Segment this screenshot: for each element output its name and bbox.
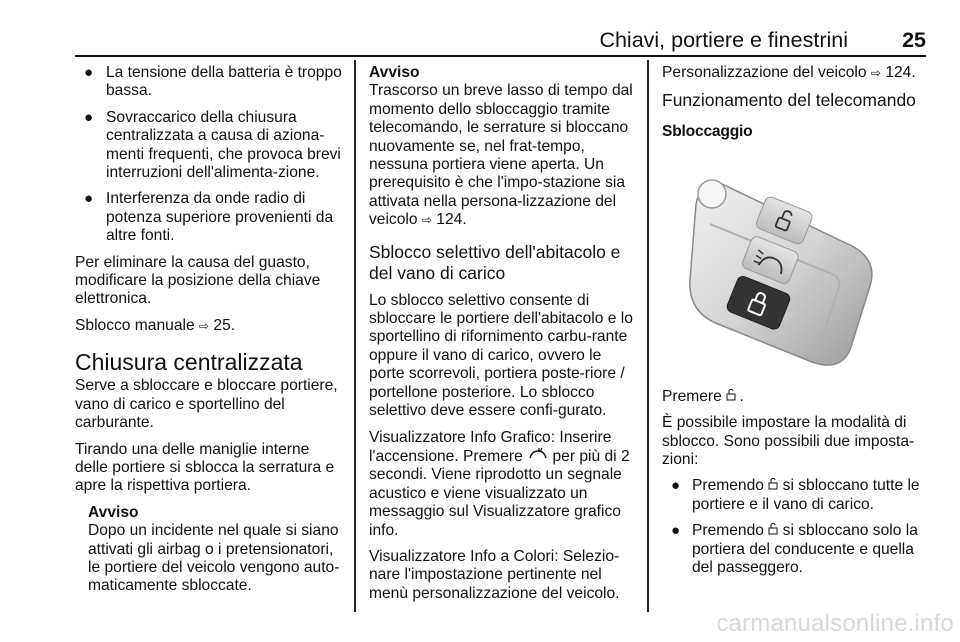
unlock-icon: [768, 479, 778, 493]
bullet-icon: ●: [671, 522, 681, 540]
notice-text: Trascorso un breve lasso di tempo dal momento dello sbloccaggio tramite telecomando, le serrature si bloccano nuovamente se, nel frat-tempo, nessuna portiera viene aperta. Un prerequisito è che l'impo-stazione sia attivata nella persona-lizzazione del veicolo: [369, 82, 633, 229]
bullet-icon: ●: [671, 477, 681, 495]
page-ref-arrow-icon: ⇨: [198, 318, 210, 333]
unlock-icon: [768, 524, 778, 538]
column-2: [369, 64, 637, 611]
paragraph: È possibile impostare la modalità di sblocco. Sono possibili due imposta-zioni:: [662, 414, 915, 469]
paragraph: Sblocco manuale ⇨ 25.: [75, 316, 236, 334]
paragraph: Premere .: [662, 387, 744, 405]
column-1: [75, 64, 345, 596]
notice-box: [88, 504, 345, 596]
section-heading: Chiusura centralizzata: [75, 349, 303, 376]
header-rule: [75, 55, 926, 57]
section-heading: Funzionamento del telecomando: [662, 90, 916, 111]
watermark: carmanualsonline.info: [716, 610, 954, 637]
paragraph: Tirando una delle maniglie interne delle portiere si sblocca la serratura e apre la rispettiva portiera.: [75, 440, 335, 495]
notice-title: Avviso: [369, 64, 420, 81]
list-item: ● Premendo si sbloccano solo la portiera del conducente e quella del passeggero.: [671, 522, 918, 577]
notice-title: Avviso: [88, 503, 139, 521]
column-divider-2: [647, 60, 649, 612]
paragraph: Lo sblocco selettivo consente di sbloccare le portiere dell'abitacolo e lo sportellino di rifornimento carbu-rante oppure il vano di carico, ovvero le porte scorrevoli, portiera poste-riore / portellone posteriore. Lo sblocco selettivo deve essere confi-gurato.: [369, 291, 633, 420]
key-fob-image: [682, 174, 882, 374]
paragraph: Visualizzatore Info a Colori: Selezio-nare l'impostazione pertinente nel menù personalizzazione del veicolo.: [369, 547, 620, 602]
page-number: 25: [902, 28, 926, 52]
list-item: ● Premendo si sbloccano tutte le portiere e il vano di carico.: [671, 477, 920, 513]
unlock-modes-list: [662, 477, 928, 577]
page-title: Chiavi, portiere e finestrini: [599, 28, 848, 52]
paragraph: Serve a sbloccare e bloccare portiere, vano di carico e sportellino del carburante.: [75, 377, 338, 432]
paragraph: Per eliminare la causa del guasto, modificare la posizione della chiave elettronica.: [75, 253, 321, 308]
column-3: [662, 64, 928, 585]
notice-box: [369, 64, 637, 230]
vehicle-lights-icon: [527, 450, 552, 464]
causes-list: [75, 64, 345, 246]
bullet-icon: ●: [84, 64, 94, 81]
notice-text: Dopo un incidente nel quale si siano attivati gli airbag o i pretensionatori, le portiere del veicolo vengono auto-maticamente sbloccate.: [88, 522, 340, 595]
page-ref-arrow-icon: ⇨: [870, 66, 881, 80]
column-divider-1: [354, 60, 356, 612]
list-item: ● Interferenza da onde radio di potenza superiore provenienti da altre fonti.: [84, 190, 334, 245]
page-header: [75, 28, 926, 54]
subsection-heading: Sbloccaggio: [662, 123, 753, 141]
bullet-icon: ●: [84, 190, 94, 208]
page-ref-link[interactable]: 124.: [885, 64, 916, 81]
page-ref-link[interactable]: 124.: [436, 211, 467, 229]
paragraph: Personalizzazione del veicolo ⇨ 124.: [662, 64, 916, 81]
paragraph: Visualizzatore Info Grafico: Inserire l'accensione. Premere per più di 2 secondi. Viene riprodotto un segnale acustico e viene visualizzato un messaggio sul Visualizzatore grafico info.: [369, 428, 630, 539]
bullet-icon: ●: [84, 108, 94, 126]
list-item: ● La tensione della batteria è troppo bassa.: [84, 64, 342, 100]
unlock-icon: [726, 390, 739, 404]
list-item: ● Sovraccarico della chiusura centralizzata a causa di aziona-menti frequenti, che provoca brevi interruzioni dell'alimenta-zione.: [84, 108, 341, 182]
section-heading: Sblocco selettivo dell'abitacolo e del vano di carico: [369, 241, 621, 283]
page-ref-arrow-icon: ⇨: [421, 213, 432, 228]
page-ref-link[interactable]: 25.: [213, 316, 236, 334]
